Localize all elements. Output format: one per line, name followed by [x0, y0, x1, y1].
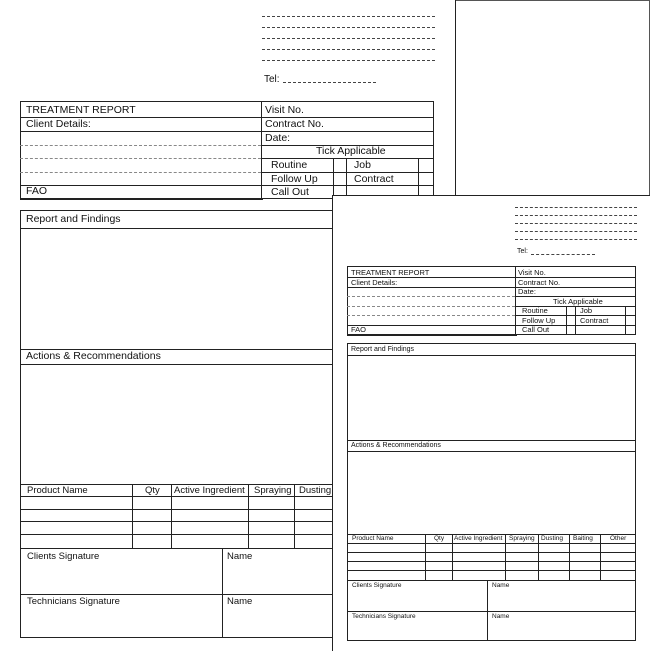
technician-name-label: Name	[492, 613, 510, 620]
client-name-label: Name	[492, 582, 510, 589]
address-line	[515, 231, 637, 232]
visit-no-label: Visit No.	[518, 268, 546, 277]
qty-header: Qty	[145, 485, 160, 496]
address-line	[262, 27, 435, 28]
job-label: Job	[580, 306, 593, 315]
report-findings-label: Report and Findings	[351, 346, 415, 353]
routine-label: Routine	[522, 306, 548, 315]
tel-line	[283, 82, 376, 83]
other-header: Other	[610, 535, 627, 542]
tel-label: Tel:	[517, 248, 528, 255]
address-line	[262, 60, 435, 61]
qty-header: Qty	[434, 535, 445, 542]
clients-signature-label: Clients Signature	[27, 551, 100, 562]
product-name-header: Product Name	[352, 535, 394, 542]
dusting-header: Dusting	[299, 485, 332, 496]
address-line	[262, 16, 435, 17]
spraying-header: Spraying	[509, 535, 535, 542]
tel-label: Tel:	[264, 74, 280, 85]
fao-label: FAO	[351, 325, 367, 334]
tick-applicable-label: Tick Applicable	[316, 145, 386, 157]
routine-label: Routine	[271, 159, 308, 171]
contract-no-label: Contract No.	[265, 118, 324, 130]
baiting-header: Baiting	[573, 535, 593, 542]
date-label: Date:	[518, 287, 536, 296]
actions-recommendations-label: Actions & Recommendations	[351, 442, 441, 449]
address-line	[262, 38, 435, 39]
actions-recommendations-label: Actions & Recommendations	[26, 350, 161, 362]
job-label: Job	[354, 159, 371, 171]
client-details-label: Client Details:	[351, 278, 398, 287]
tick-applicable-label: Tick Applicable	[553, 297, 603, 306]
fao-label: FAO	[26, 185, 48, 197]
address-line	[515, 207, 637, 208]
technicians-signature-label: Technicians Signature	[352, 613, 416, 620]
address-line	[262, 49, 435, 50]
visit-no-label: Visit No.	[265, 104, 304, 116]
technician-name-label: Name	[227, 596, 253, 607]
form-title: TREATMENT REPORT	[26, 104, 136, 116]
form-title: TREATMENT REPORT	[351, 268, 430, 277]
address-line	[515, 239, 637, 240]
dusting-header: Dusting	[541, 535, 564, 542]
contract-label: Contract	[354, 173, 394, 185]
address-line	[515, 223, 637, 224]
call-out-label: Call Out	[522, 325, 550, 334]
product-name-header: Product Name	[27, 485, 88, 496]
client-name-label: Name	[227, 551, 253, 562]
technicians-signature-label: Technicians Signature	[27, 596, 120, 607]
follow-up-label: Follow Up	[271, 173, 318, 185]
spraying-header: Spraying	[254, 485, 292, 496]
contract-no-label: Contract No.	[518, 278, 561, 287]
tel-line	[531, 254, 595, 255]
treatment-report-form-small	[332, 195, 650, 651]
report-body-box	[347, 343, 636, 641]
active-ingredient-header: Active Ingredient	[454, 535, 503, 542]
report-findings-label: Report and Findings	[26, 213, 121, 225]
follow-up-label: Follow Up	[522, 316, 556, 325]
contract-label: Contract	[580, 316, 609, 325]
address-line	[515, 215, 637, 216]
active-ingredient-header: Active Ingredient	[174, 485, 245, 496]
clients-signature-label: Clients Signature	[352, 582, 402, 589]
client-details-label: Client Details:	[26, 118, 91, 130]
call-out-label: Call Out	[271, 186, 309, 198]
date-label: Date:	[265, 132, 291, 144]
